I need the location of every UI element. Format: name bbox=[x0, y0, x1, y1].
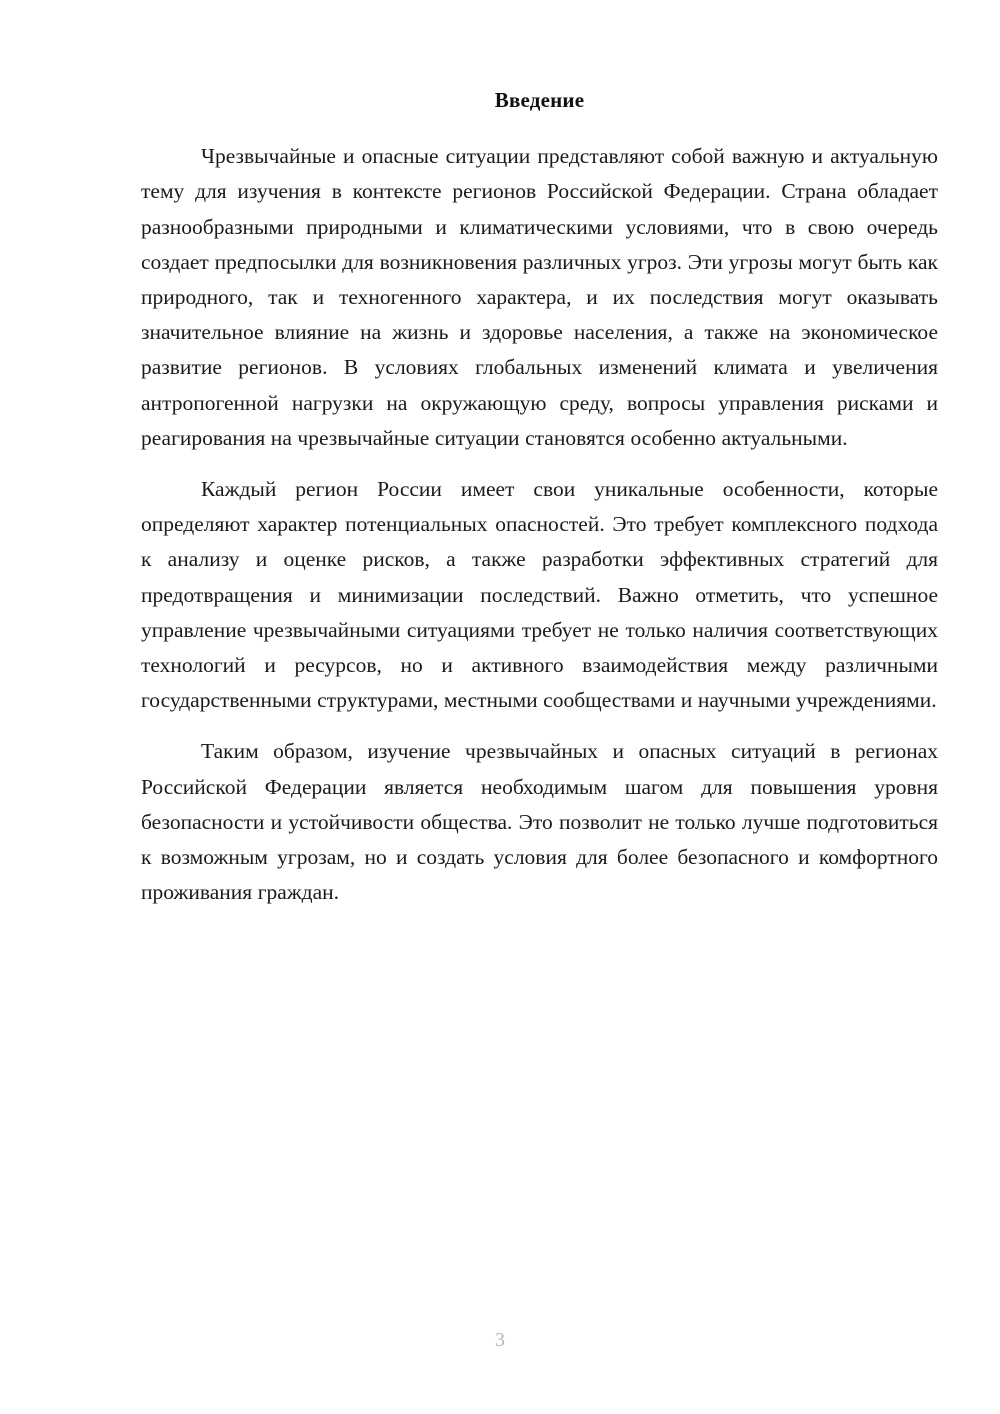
page-title: Введение bbox=[494, 88, 585, 112]
body-paragraph: Чрезвычайные и опасные ситуации представляют собой важную и актуальную тему для изучения в контексте регионов Российской Федерации. Страна обладает разнообразными природными и климатическими условиями, что в свою очередь создает предпосылки для возникновения различных угроз. Эти угрозы могут быть как природного, так и техногенного характера, и их последствия могут оказывать значительное влияние на жизнь и здоровье населения, а также на экономическое развитие регионов. В условиях глобальных изменений климата и увеличения антропогенной нагрузки на окружающую среду, вопросы управления рисками и реагирования на чрезвычайные ситуации становятся особенно актуальными. bbox=[141, 144, 938, 450]
body-paragraph: Таким образом, изучение чрезвычайных и опасных ситуаций в регионах Российской Федерации является необходимым шагом для повышения уровня безопасности и устойчивости общества. Это позволит не только лучше подготовиться к возможным угрозам, но и создать условия для более безопасного и комфортного проживания граждан. bbox=[141, 739, 938, 905]
page-number: 3 bbox=[495, 1329, 505, 1351]
document-body bbox=[141, 88, 938, 910]
body-paragraph: Каждый регион России имеет свои уникальные особенности, которые определяют характер потенциальных опасностей. Это требует комплексного подхода к анализу и оценке рисков, а также разработки эффективных стратегий для предотвращения и минимизации последствий. Важно отметить, что успешное управление чрезвычайными ситуациями требует не только наличия соответствующих технологий и ресурсов, но и активного взаимодействия между различными государственными структурами, местными сообществами и научными учреждениями. bbox=[141, 477, 938, 713]
